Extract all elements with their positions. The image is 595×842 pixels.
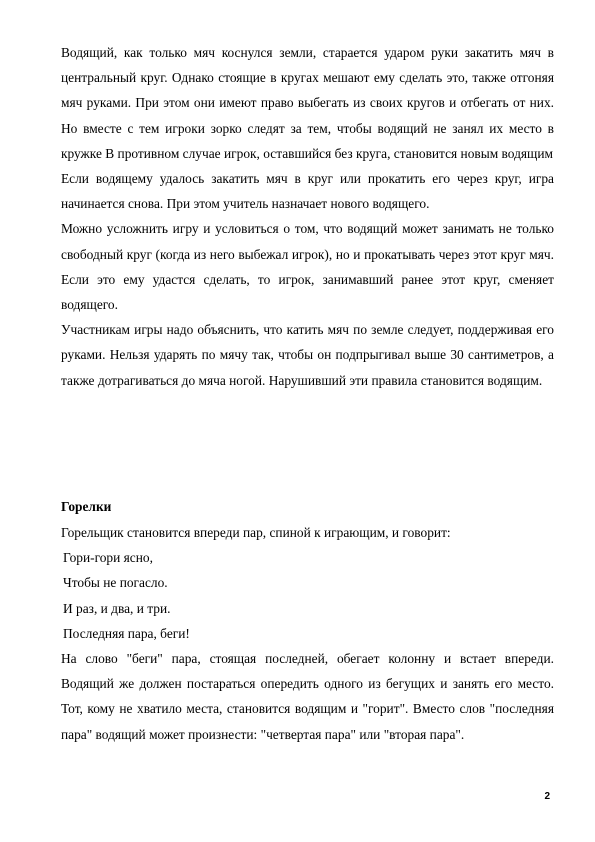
- body-text-bottom: [61, 520, 554, 747]
- verse-line: Последняя пара, беги!: [63, 625, 190, 641]
- paragraph: Водящий, как только мяч коснулся земли, старается ударом руки закатить мяч в центральный круг. Однако стоящие в кругах мешают ему сделать это, также отгоняя мяч руками. При этом они имеют право выбегать из своих кругов и отбегать от них. Но вместе с тем игроки зорко следят за тем, чтобы водящий не занял их место в кружке В противном случае игрок, оставшийся без круга, становится новым водящим: [61, 45, 554, 161]
- page-number: 2: [544, 791, 550, 802]
- section-title: Горелки: [61, 499, 112, 514]
- intro-line: Горельщик становится впереди пар, спиной к играющим, и говорит:: [61, 525, 451, 540]
- verse-line: Чтобы не погасло.: [63, 575, 168, 591]
- paragraph: На слово "беги" пара, стоящая последней, обегает колонну и встает впереди. Водящий же должен постараться опередить одного из бегущих и занять его место. Тот, кому не хватило места, становится водящим и "горит". Вместо слов "последняя пара" водящий может произнести: "четвертая пара" или "вторая пара".: [61, 651, 554, 742]
- verse-line: И раз, и два, и три.: [63, 600, 171, 616]
- paragraph: Участникам игры надо объяснить, что катить мяч по земле следует, поддерживая его руками. Нельзя ударять по мячу так, чтобы он подпрыгивал выше 30 сантиметров, а также дотрагиваться до мяча ногой. Нарушивший эти правила становится водящим.: [61, 322, 554, 388]
- paragraph: Можно усложнить игру и условиться о том, что водящий может занимать не только свободный круг (когда из него выбежал игрок), но и прокатывать через этот круг мяч. Если это ему удастся сделать, то игрок, занимавший ранее этот круг, сменяет водящего.: [61, 221, 554, 313]
- verse-line: Гори-гори ясно,: [63, 550, 153, 566]
- body-text-top: [61, 40, 554, 393]
- paragraph: Если водящему удалось закатить мяч в круг или прокатить его через круг, игра начинается снова. При этом учитель назначает нового водящего.: [61, 171, 554, 212]
